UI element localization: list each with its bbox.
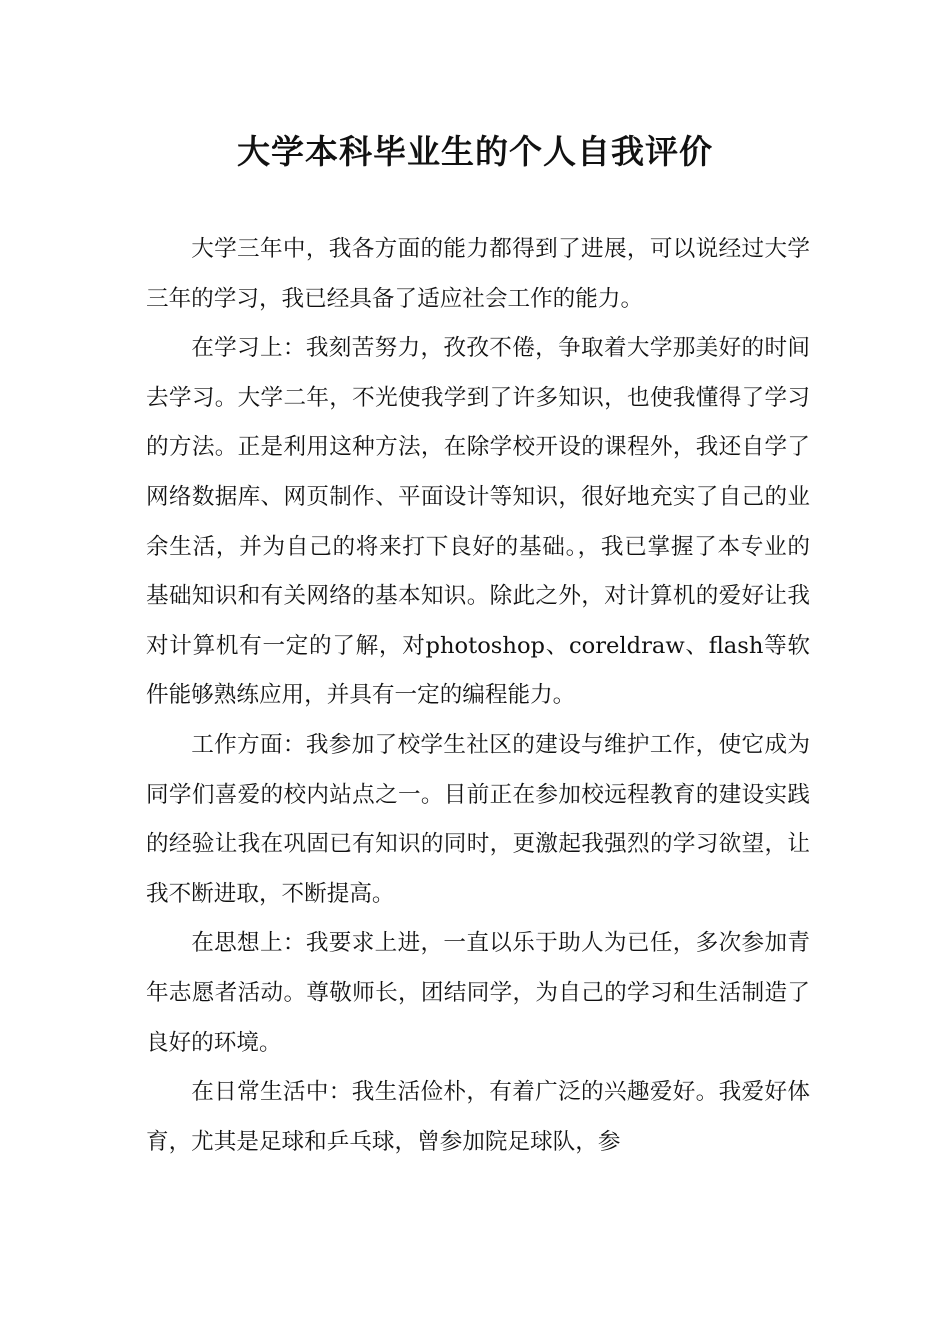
document-body xyxy=(146,225,810,1167)
paragraph-study: 在学习上：我刻苦努力，孜孜不倦，争取着大学那美好的时间去学习。大学二年，不光使我学到了许多知识，也使我懂得了学习的方法。正是利用这种方法，在除学校开设的课程外，我还自学了网络数据库、网页制作、平面设计等知识，很好地充实了自己的业余生活，并为自己的将来打下良好的基础。，我已掌握了本专业的基础知识和有关网络的基本知识。除此之外，对计算机的爱好让我对计算机有一定的了解，对photoshop、coreldraw、flash等软件能够熟练应用，并具有一定的编程能力。 xyxy=(146,335,810,709)
paragraph-daily-life: 在日常生活中：我生活俭朴，有着广泛的兴趣爱好。我爱好体育，尤其是足球和乒乓球，曾参加院足球队，参 xyxy=(146,1079,810,1155)
document-title: 大学本科毕业生的个人自我评价 xyxy=(237,132,713,171)
paragraph-work: 工作方面：我参加了校学生社区的建设与维护工作，使它成为同学们喜爱的校内站点之一。目前正在参加校远程教育的建设实践的经验让我在巩固已有知识的同时，更激起我强烈的学习欲望，让我不断进取，不断提高。 xyxy=(146,731,810,907)
paragraph-intro: 大学三年中，我各方面的能力都得到了进展，可以说经过大学三年的学习，我已经具备了适应社会工作的能力。 xyxy=(146,236,810,312)
paragraph-thought: 在思想上：我要求上进，一直以乐于助人为已任，多次参加青年志愿者活动。尊敬师长，团结同学，为自己的学习和生活制造了良好的环境。 xyxy=(146,930,810,1056)
